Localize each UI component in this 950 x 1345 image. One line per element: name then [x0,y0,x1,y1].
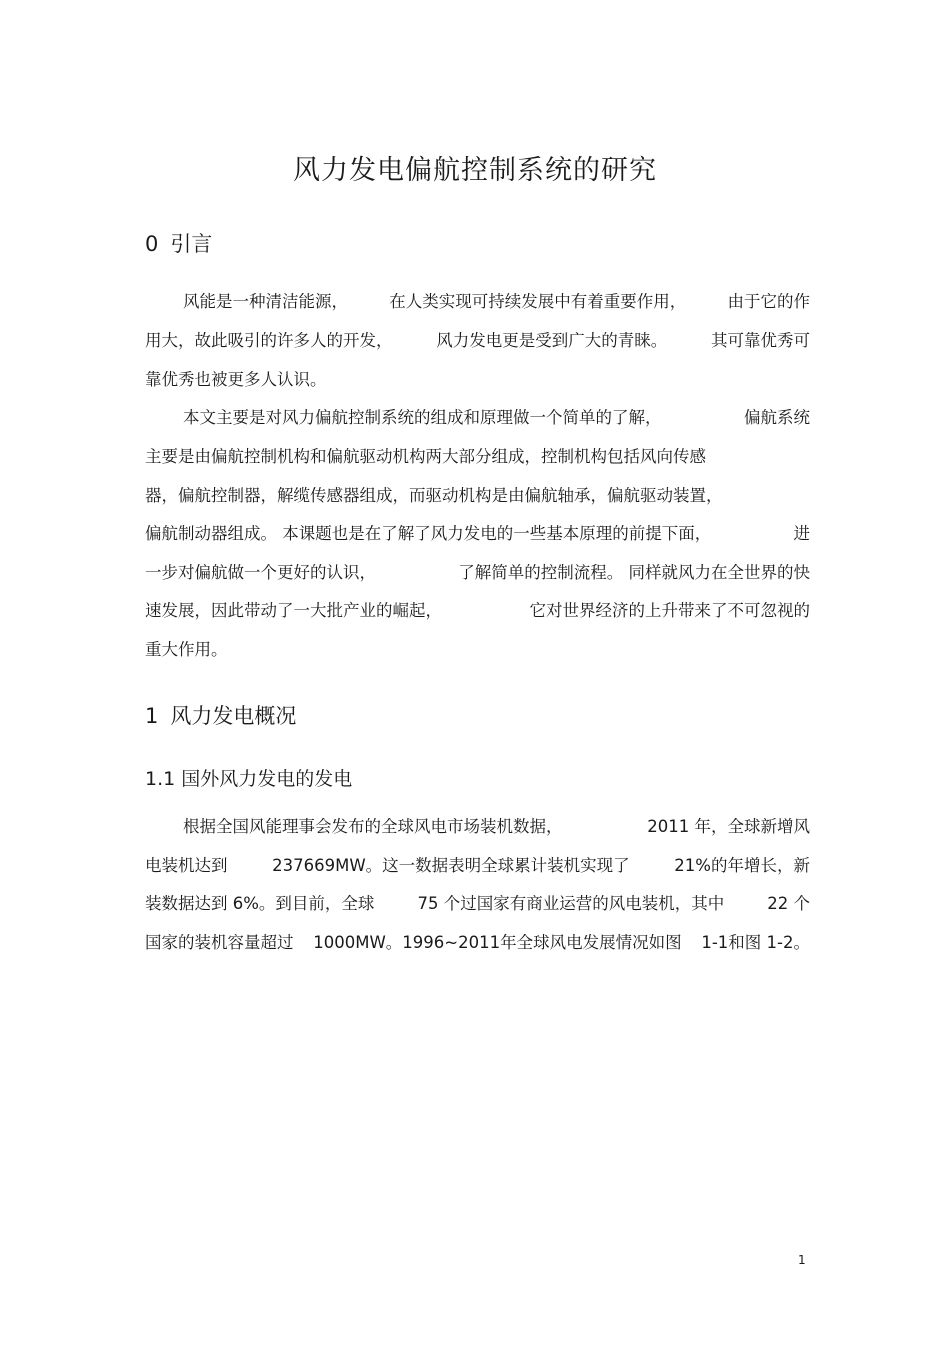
text-run: 本文主要是对风力偏航控制系统的组成和原理做一个简单的了解， [183,408,662,427]
text-run: 主要是由偏航控制机构和偏航驱动机构两大部分组成，控制机构包括风向传感 [145,447,706,466]
paragraph-line [145,486,810,506]
text-run: 器，偏航控制器，解缆传感器组成，而驱动机构是由偏航轴承，偏航驱动装置， [145,486,723,505]
text-run: 根据全国风能理事会发布的全球风电市场装机数据， [183,817,563,836]
section-heading-intro [145,228,212,258]
text-run: 风能是一种清洁能源， [183,292,348,311]
text-run: 其可靠优秀可 [711,331,810,350]
paragraph-line [145,933,810,953]
text-run: 由于它的作 [727,292,810,311]
text-run: 了解简单的控制流程。 同样就风力在全世界的快 [458,563,810,582]
text-run: 国家的装机容量超过 [145,933,294,952]
section-number: 1 [145,704,159,728]
paragraph-line [145,601,810,621]
text-run: 21%的年增长，新 [674,856,810,875]
text-run: 偏航系统 [744,408,810,427]
text-run: 1000MW。1996~2011年全球风电发展情况如图 [313,933,682,952]
paragraph-line [145,856,810,876]
text-run: 237669MW。这一数据表明全球累计装机实现了 [272,856,630,875]
paragraph-line [145,370,810,390]
paragraph-line [183,817,810,837]
section-heading-overview [145,700,296,730]
paragraph-line [145,447,810,467]
text-run: 电装机达到 [145,856,228,875]
paragraph-line [145,331,810,351]
subsection-heading: 1.1 国外风力发电的发电 [145,768,353,790]
paragraph-line [145,640,810,660]
text-run: 它对世界经济的上升带来了不可忽视的 [529,601,810,620]
text-run: 速发展，因此带动了一大批产业的崛起， [145,601,442,620]
document-title: 风力发电偏航控制系统的研究 [293,155,657,186]
paragraph-line [183,292,810,312]
text-run: 进 [793,524,810,543]
text-run: 装数据达到 6%。到目前，全球 [145,894,375,913]
section-title: 引言 [170,232,213,256]
section-number: 0 [145,232,159,256]
section-title: 风力发电概况 [170,704,297,728]
text-run: 2011 年，全球新增风 [647,817,810,836]
text-run: 一步对偏航做一个更好的认识， [145,563,376,582]
text-run: 在人类实现可持续发展中有着重要作用， [389,292,687,311]
paragraph-line [145,563,810,583]
paragraph-line [183,408,810,428]
text-run: 风力发电更是受到广大的青睐。 [436,331,668,350]
text-run: 靠优秀也被更多人认识。 [145,370,327,389]
text-run: 75 个过国家有商业运营的风电装机，其中 [417,894,725,913]
text-run: 用大，故此吸引的许多人的开发， [145,331,393,350]
text-run: 22 个 [767,894,810,913]
page-number: 1 [798,1253,806,1267]
paragraph-line [145,524,810,544]
text-run: 1-1和图 1-2。 [701,933,810,952]
text-run: 重大作用。 [145,640,228,659]
paragraph-line [145,894,810,914]
text-run: 偏航制动器组成。 本课题也是在了解了风力发电的一些基本原理的前提下面， [145,524,712,543]
